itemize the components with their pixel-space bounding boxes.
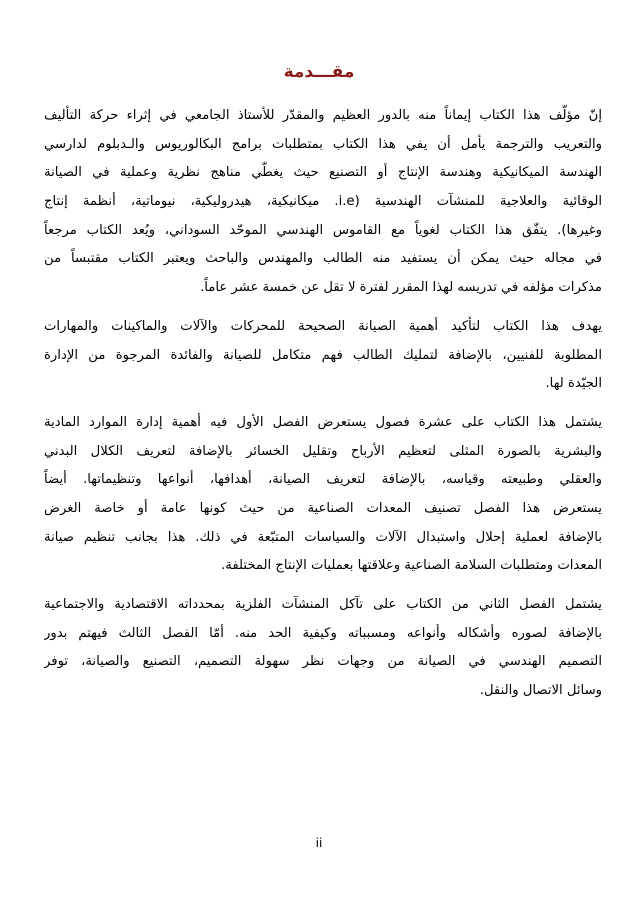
text-line: بالإضافة لعملية إحلال واستبدال الآلات والسياسات المتبّعة في ذلك. هذا بجانب تنظيم صيانة	[44, 529, 602, 545]
document-body	[44, 102, 602, 716]
text-line: إنّ مؤلّف هذا الكتاب إيماناً منه بالدور العظيم والمقدّر للأستاذ الجامعي في إثراء حركة التأليف	[44, 108, 602, 123]
text-line: الوقائية والعلاجية للمنشآت الهندسية (i.e. ميكانيكية، هيدروليكية، نيوماتية، أنظمة إنتاج	[44, 194, 602, 210]
text-line: يشتمل الفصل الثاني من الكتاب على تآكل المنشآت الفلزية بمحدداته الاقتصادية والاجتماعية	[44, 597, 602, 612]
text-line: يستعرض هذا الفصل تصنيف المعدات الصناعية من حيث كونها عامة أو خاصة الغرض	[44, 500, 602, 516]
paragraph-3	[44, 409, 602, 581]
text-line: الجيّدة لها.	[545, 376, 602, 392]
text-line: والعقلي وطبيعته وقياسه، بالإضافة لتعريف الصيانة، أهدافها، أنواعها وتنظيماتها. أيضاً	[44, 472, 602, 488]
text-line: الهندسة الميكانيكية وهندسة الإنتاج أو التصنيع حيث يغطّي مناهج نظرية وعملية في الصيانة	[44, 165, 602, 181]
page-title: مقـــدمة	[283, 62, 355, 82]
text-line: المطلوبة للفنيين، بالإضافة لتمليك الطالب فهم متكامل للصيانة والفائدة المرجوة من الإدارة	[44, 347, 602, 363]
page-number: ii	[315, 836, 323, 850]
text-line: مذكرات مؤلفه في تدريسه لهذا المقرر لفترة لا تقل عن خمسة عشر عاماً.	[200, 280, 602, 296]
paragraph-4	[44, 591, 602, 706]
text-line: بالإضافة لصوره وأشكاله وأنواعه ومسبباته وكيفية الحد منه. أمّا الفصل الثالث فيهتم بدور	[44, 625, 602, 641]
text-line: وسائل الاتصال والنقل.	[479, 683, 602, 699]
text-line: وغيرها). يتفّق هذا الكتاب لغوياً مع القاموس الهندسي الموحّد السوداني، ويُعد الكتاب مرجعاً	[44, 222, 602, 238]
paragraph-2	[44, 313, 602, 399]
text-line: التصميم الهندسي في الصيانة من وجهات نظر سهولة التصميم، التصنيع والصيانة، توفر	[44, 654, 602, 670]
text-line: المعدات ومتطلبات السلامة الصناعية وعلاقتها بعمليات الإنتاج المختلفة.	[221, 558, 602, 574]
paragraph-1	[44, 102, 602, 303]
text-line: يهدف هذا الكتاب لتأكيد أهمية الصيانة الصحيحة للمحركات والآلات والماكينات والمهارات	[44, 318, 602, 334]
text-line: يشتمل هذا الكتاب على عشرة فصول يستعرض الفصل الأول فيه أهمية إدارة الموارد المادية	[44, 414, 602, 430]
text-line: والبشرية بالصورة المثلى لتعظيم الأرباح وتقليل الخسائر بالإضافة لتعريف الكلال البدني	[44, 443, 602, 459]
text-line: والتعريب والترجمة يأمل أن يفي هذا الكتاب بمتطلبات برامج البكالوريوس والـدبلوم لدارسي	[44, 136, 602, 152]
text-line: في مجاله حيث يمكن أن يستفيد منه الطالب والمهندس والباحث ويعتبر الكتاب مقتبساً من	[44, 251, 602, 267]
